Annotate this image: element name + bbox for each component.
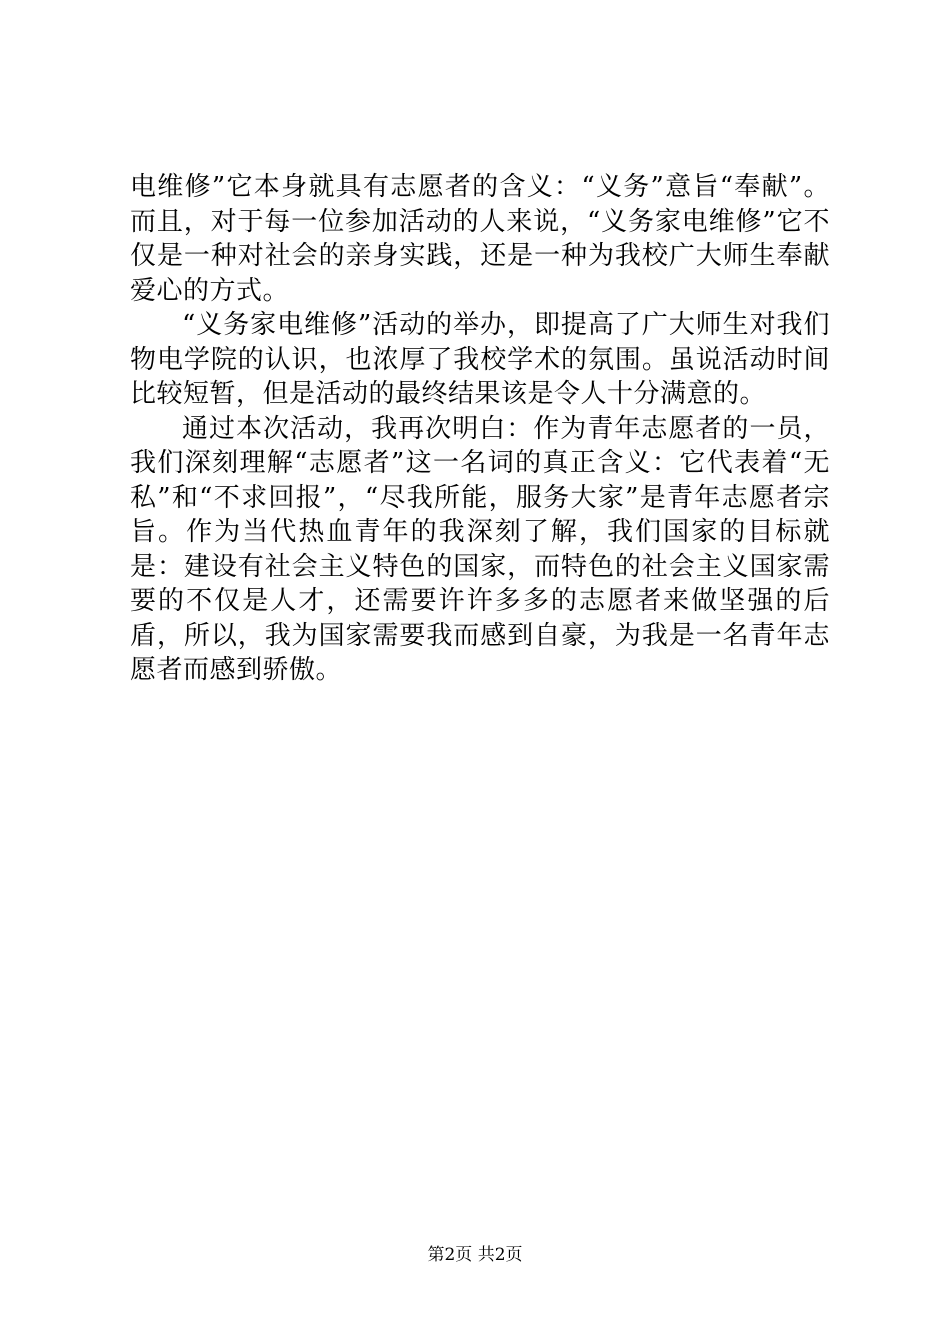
paragraph-3: 通过本次活动，我再次明白：作为青年志愿者的一员，我们深刻理解“志愿者”这一名词的真正含义：它代表着“无私”和“不求回报”，“尽我所能，服务大家”是青年志愿者宗旨。作为当代热血青年的我深刻了解，我们国家的目标就是：建设有社会主义特色的国家，而特色的社会主义国家需要的不仅是人才，还需要许许多多的志愿者来做坚强的后盾，所以，我为国家需要我而感到自豪，为我是一名青年志愿者而感到骄傲。 — [130, 413, 830, 685]
page-footer: 第2页 共2页 — [427, 1245, 523, 1265]
paragraph-2: “义务家电维修”活动的举办，即提高了广大师生对我们物电学院的认识，也浓厚了我校学术的氛围。虽说活动时间比较短暂，但是活动的最终结果该是令人十分满意的。 — [130, 310, 830, 409]
document-body — [130, 170, 830, 688]
paragraph-1: 电维修”它本身就具有志愿者的含义：“义务”意旨“奉献”。而且，对于每一位参加活动的人来说，“义务家电维修”它不仅是一种对社会的亲身实践，还是一种为我校广大师生奉献爱心的方式。 — [130, 172, 830, 306]
